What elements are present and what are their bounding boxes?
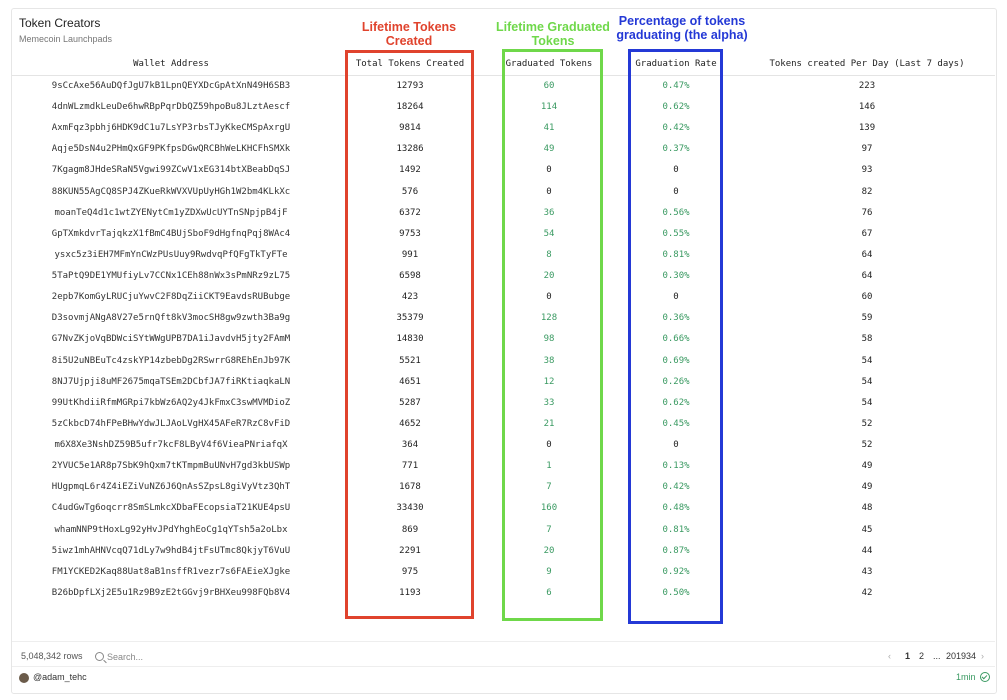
graduated-tokens-cell: 1 xyxy=(546,461,552,472)
graduated-tokens-cell: 12 xyxy=(543,376,555,387)
graduated-tokens-cell: 54 xyxy=(543,228,555,239)
tokens-per-day-cell: 43 xyxy=(861,566,873,577)
column-header-graduated-tokens[interactable]: Graduated Tokens xyxy=(505,59,593,69)
page-2-button[interactable]: 2 xyxy=(919,651,925,661)
total-tokens-cell: 9753 xyxy=(399,228,421,239)
graduation-rate-cell: 0.47% xyxy=(662,81,690,91)
wallet-address-cell: D3sovmjANgA8V27e5rnQft8kV3mocSH8gw9zwth3Ba9g xyxy=(51,313,291,324)
graduation-rate-cell: 0.87% xyxy=(662,545,690,556)
total-tokens-cell: 18264 xyxy=(396,102,424,113)
graduation-rate-cell: 0.42% xyxy=(662,482,690,493)
total-tokens-cell: 1678 xyxy=(399,482,421,493)
graduation-rate-cell: 0.26% xyxy=(662,376,690,387)
tokens-per-day-cell: 60 xyxy=(861,292,873,303)
graduation-rate-cell: 0.56% xyxy=(662,207,690,218)
tokens-per-day-cell: 64 xyxy=(861,271,873,282)
total-tokens-cell: 5287 xyxy=(399,397,421,408)
graduated-tokens-cell: 36 xyxy=(543,207,555,218)
wallet-address-cell: 8i5U2uNBEuTc4zskYP14zbebDg2RSwrrG8REhEnJb97K xyxy=(51,355,291,366)
wallet-address-cell: FM1YCKED2Kaq88Uat8aB1nsffR1vezr7s6FAEieXJgke xyxy=(51,566,291,577)
annotation-graduation-percentage: Percentage of tokens graduating (the alpha) xyxy=(616,14,748,42)
graduated-tokens-cell: 7 xyxy=(546,482,552,493)
graduated-tokens-cell: 41 xyxy=(543,123,555,134)
graduation-rate-cell: 0.48% xyxy=(662,503,690,514)
graduated-tokens-cell: 98 xyxy=(543,334,555,345)
total-tokens-cell: 576 xyxy=(401,186,419,197)
total-tokens-cell: 364 xyxy=(401,440,419,451)
wallet-address-cell: AxmFqz3pbhj6HDK9dC1u7LsYP3rbsTJyKkeCMSpAxrgU xyxy=(51,123,291,134)
total-tokens-cell: 975 xyxy=(401,566,419,577)
total-tokens-cell: 991 xyxy=(401,249,419,260)
tokens-per-day-cell: 54 xyxy=(861,397,873,408)
graduated-tokens-cell: 60 xyxy=(543,81,555,91)
graduated-tokens-cell: 21 xyxy=(543,418,555,429)
search-input[interactable] xyxy=(95,651,143,662)
graduated-tokens-cell: 160 xyxy=(540,503,558,514)
wallet-address-cell: B26bDpfLXj2E5u1Rz9B9zE2tGGvj9rBHXeu998FQb8V4 xyxy=(51,587,291,598)
graduation-rate-cell: 0.69% xyxy=(662,355,690,366)
wallet-address-cell: moanTeQ4d1c1wtZYENytCm1yZDXwUcUYTnSNpjpB4jF xyxy=(54,207,288,218)
total-tokens-cell: 2291 xyxy=(399,545,421,556)
highlight-box-graduated xyxy=(502,49,603,621)
total-tokens-cell: 1492 xyxy=(399,165,421,176)
total-tokens-cell: 6372 xyxy=(399,207,421,218)
tokens-per-day-cell: 52 xyxy=(861,418,873,429)
tokens-per-day-cell: 58 xyxy=(861,334,873,345)
column-header-graduation-rate[interactable]: Graduation Rate xyxy=(635,59,717,69)
total-tokens-cell: 13286 xyxy=(396,144,424,155)
wallet-address-cell: 99UtKhdiiRfmMGRpi7kbWz6AQ2y4JkFmxC3swMVMDioZ xyxy=(51,397,291,408)
search-icon xyxy=(95,652,104,661)
total-tokens-cell: 35379 xyxy=(396,313,424,324)
highlight-box-total xyxy=(345,50,474,619)
annotation-lifetime-created: Lifetime Tokens Created xyxy=(361,20,457,48)
wallet-address-cell: 2YVUC5e1AR8p7SbK9hQxm7tKTmpmBuUNvH7gd3kbUSWp xyxy=(51,461,291,472)
tokens-per-day-cell: 48 xyxy=(861,503,873,514)
wallet-address-cell: 5zCkbcD74hFPeBHwYdwJLJAoLVgHX45AFeR7RzC8vFiD xyxy=(51,418,291,429)
tokens-per-day-cell: 64 xyxy=(861,249,873,260)
page-title: Token Creators xyxy=(19,16,101,30)
tokens-per-day-cell: 54 xyxy=(861,355,873,366)
wallet-address-cell: 88KUN55AgCQ8SPJ4ZKueRkWVXVUpUyHGh1W2bm4KLkXc xyxy=(51,186,291,197)
graduated-tokens-cell: 49 xyxy=(543,144,555,155)
wallet-address-cell: G7NvZKjoVqBDWciSYtWWgUPB7DA1iJavdvH5jty2FAmM xyxy=(51,334,291,345)
column-header-wallet[interactable]: Wallet Address xyxy=(133,59,209,69)
total-tokens-cell: 6598 xyxy=(399,271,421,282)
graduated-tokens-cell: 9 xyxy=(546,566,552,577)
tokens-per-day-cell: 49 xyxy=(861,461,873,472)
graduation-rate-cell: 0 xyxy=(673,440,679,451)
wallet-address-cell: HUgpmqL6r4Z4iEZiVuNZ6J6QnAsSZpsL8giVyVtz3QhT xyxy=(51,482,291,493)
total-tokens-cell: 771 xyxy=(401,461,419,472)
graduated-tokens-cell: 33 xyxy=(543,397,555,408)
graduation-rate-cell: 0.36% xyxy=(662,313,690,324)
tokens-per-day-cell: 76 xyxy=(861,207,873,218)
total-tokens-cell: 5521 xyxy=(399,355,421,366)
graduation-rate-cell: 0.30% xyxy=(662,271,690,282)
total-tokens-cell: 33430 xyxy=(396,503,424,514)
last-page-button[interactable]: 201934 xyxy=(946,651,977,661)
wallet-address-cell: ysxc5z3iEH7MFmYnCWzPUsUuy9RwdvqPfQFgTkTyFTe xyxy=(54,249,288,260)
tokens-per-day-cell: 59 xyxy=(861,313,873,324)
graduated-tokens-cell: 0 xyxy=(546,165,552,176)
total-tokens-cell: 9814 xyxy=(399,123,421,134)
page-1-button[interactable]: 1 xyxy=(905,651,911,661)
total-tokens-cell: 14830 xyxy=(396,334,424,345)
graduation-rate-cell: 0.81% xyxy=(662,249,690,260)
next-page-icon[interactable]: › xyxy=(981,651,984,661)
graduation-rate-cell: 0.37% xyxy=(662,144,690,155)
refresh-timer: 1min xyxy=(956,672,976,682)
wallet-address-cell: C4udGwTg6oqcrr8SmSLmkcXDbaFEcopsiaT21KUE4psU xyxy=(51,503,291,514)
tokens-per-day-cell: 93 xyxy=(861,165,873,176)
highlight-box-rate xyxy=(628,49,723,624)
tokens-per-day-cell: 54 xyxy=(861,376,873,387)
graduation-rate-cell: 0.62% xyxy=(662,397,690,408)
wallet-address-cell: 4dnWLzmdkLeuDe6hwRBpPqrDbQZ59hpoBu8JLztAescf xyxy=(51,102,291,113)
tokens-per-day-cell: 42 xyxy=(861,587,873,598)
tokens-per-day-cell: 97 xyxy=(861,144,873,155)
total-tokens-cell: 4652 xyxy=(399,418,421,429)
graduated-tokens-cell: 20 xyxy=(543,271,555,282)
wallet-address-cell: 7Kgagm8JHdeSRaN5Vgwi99ZCwV1xEG314btXBeabDqSJ xyxy=(51,165,291,176)
tokens-per-day-cell: 139 xyxy=(858,123,876,134)
tokens-per-day-cell: 82 xyxy=(861,186,873,197)
page-subtitle: Memecoin Launchpads xyxy=(19,34,113,44)
graduated-tokens-cell: 7 xyxy=(546,524,552,535)
avatar xyxy=(19,673,29,683)
graduation-rate-cell: 0.62% xyxy=(662,102,690,113)
column-header-per-day[interactable]: Tokens created Per Day (Last 7 days) xyxy=(769,59,965,69)
graduated-tokens-cell: 6 xyxy=(546,587,552,598)
graduated-tokens-cell: 8 xyxy=(546,249,552,260)
graduated-tokens-cell: 38 xyxy=(543,355,555,366)
wallet-address-cell: 9sCcAxe56AuDQfJgU7kB1LpnQEYXDcGpAtXnN49H6SB3 xyxy=(51,81,291,91)
graduation-rate-cell: 0.66% xyxy=(662,334,690,345)
graduated-tokens-cell: 0 xyxy=(546,440,552,451)
graduation-rate-cell: 0.92% xyxy=(662,566,690,577)
graduated-tokens-cell: 114 xyxy=(540,102,558,113)
graduation-rate-cell: 0.81% xyxy=(662,524,690,535)
search-placeholder: Search... xyxy=(107,652,144,662)
wallet-address-cell: m6X8Xe3NshDZ59B5ufr7kcF8LByV4f6VieaPNriafqX xyxy=(54,440,288,451)
total-tokens-cell: 1193 xyxy=(399,587,421,598)
graduation-rate-cell: 0.45% xyxy=(662,418,690,429)
annotation-lifetime-graduated: Lifetime Graduated Tokens xyxy=(496,20,610,48)
graduated-tokens-cell: 20 xyxy=(543,545,555,556)
total-tokens-cell: 423 xyxy=(401,292,419,303)
wallet-address-cell: whamNNP9tHoxLg92yHvJPdYhghEoCg1qYTsh5a2oLbx xyxy=(54,524,288,535)
total-tokens-cell: 4651 xyxy=(399,376,421,387)
total-tokens-cell: 12793 xyxy=(396,81,424,91)
tokens-per-day-cell: 146 xyxy=(858,102,876,113)
wallet-address-cell: 2epb7KomGyLRUCjuYwvC2F8DqZiiCKT9EavdsRUBubge xyxy=(51,292,291,303)
graduated-tokens-cell: 0 xyxy=(546,186,552,197)
graduation-rate-cell: 0.42% xyxy=(662,123,690,134)
graduation-rate-cell: 0.13% xyxy=(662,461,690,472)
graduated-tokens-cell: 128 xyxy=(540,313,558,324)
graduated-tokens-cell: 0 xyxy=(546,292,552,303)
tokens-per-day-cell: 49 xyxy=(861,482,873,493)
graduation-rate-cell: 0.55% xyxy=(662,228,690,239)
tokens-per-day-cell: 45 xyxy=(861,524,873,535)
graduation-rate-cell: 0.50% xyxy=(662,587,690,598)
tokens-per-day-cell: 223 xyxy=(858,81,876,91)
wallet-address-cell: Aqje5DsN4u2PHmQxGF9PKfpsDGwQRCBhWeLKHCFhSMXk xyxy=(51,144,291,155)
author-handle[interactable]: @adam_tehc xyxy=(33,672,87,682)
row-count: 5,048,342 rows xyxy=(21,651,83,661)
tokens-per-day-cell: 44 xyxy=(861,545,873,556)
wallet-address-cell: 5TaPtQ9DE1YMUfiyLv7CCNx1CEh88nWx3sPmNRz9zL75 xyxy=(51,271,291,282)
wallet-address-cell: GpTXmkdvrTajqkzX1fBmC4BUjSboF9dHgfnqPqj8WAc4 xyxy=(51,228,291,239)
wallet-address-cell: 5iwz1mhAHNVcqQ71dLy7w9hdB4jtFsUTmc8QkjyT6VuU xyxy=(51,545,291,556)
graduation-rate-cell: 0 xyxy=(673,292,679,303)
column-header-total-tokens[interactable]: Total Tokens Created xyxy=(355,59,465,69)
graduation-rate-cell: 0 xyxy=(673,165,679,176)
wallet-address-cell: 8NJ7Ujpji8uMF2675mqaTSEm2DCbfJA7fiRKtiaqkaLN xyxy=(51,376,291,387)
check-icon xyxy=(980,672,990,682)
prev-page-icon[interactable]: ‹ xyxy=(888,651,891,661)
total-tokens-cell: 869 xyxy=(401,524,419,535)
pagination-ellipsis: ... xyxy=(933,651,941,661)
tokens-per-day-cell: 67 xyxy=(861,228,873,239)
bottom-divider xyxy=(12,666,995,667)
footer-divider xyxy=(12,641,995,642)
tokens-per-day-cell: 52 xyxy=(861,440,873,451)
graduation-rate-cell: 0 xyxy=(673,186,679,197)
